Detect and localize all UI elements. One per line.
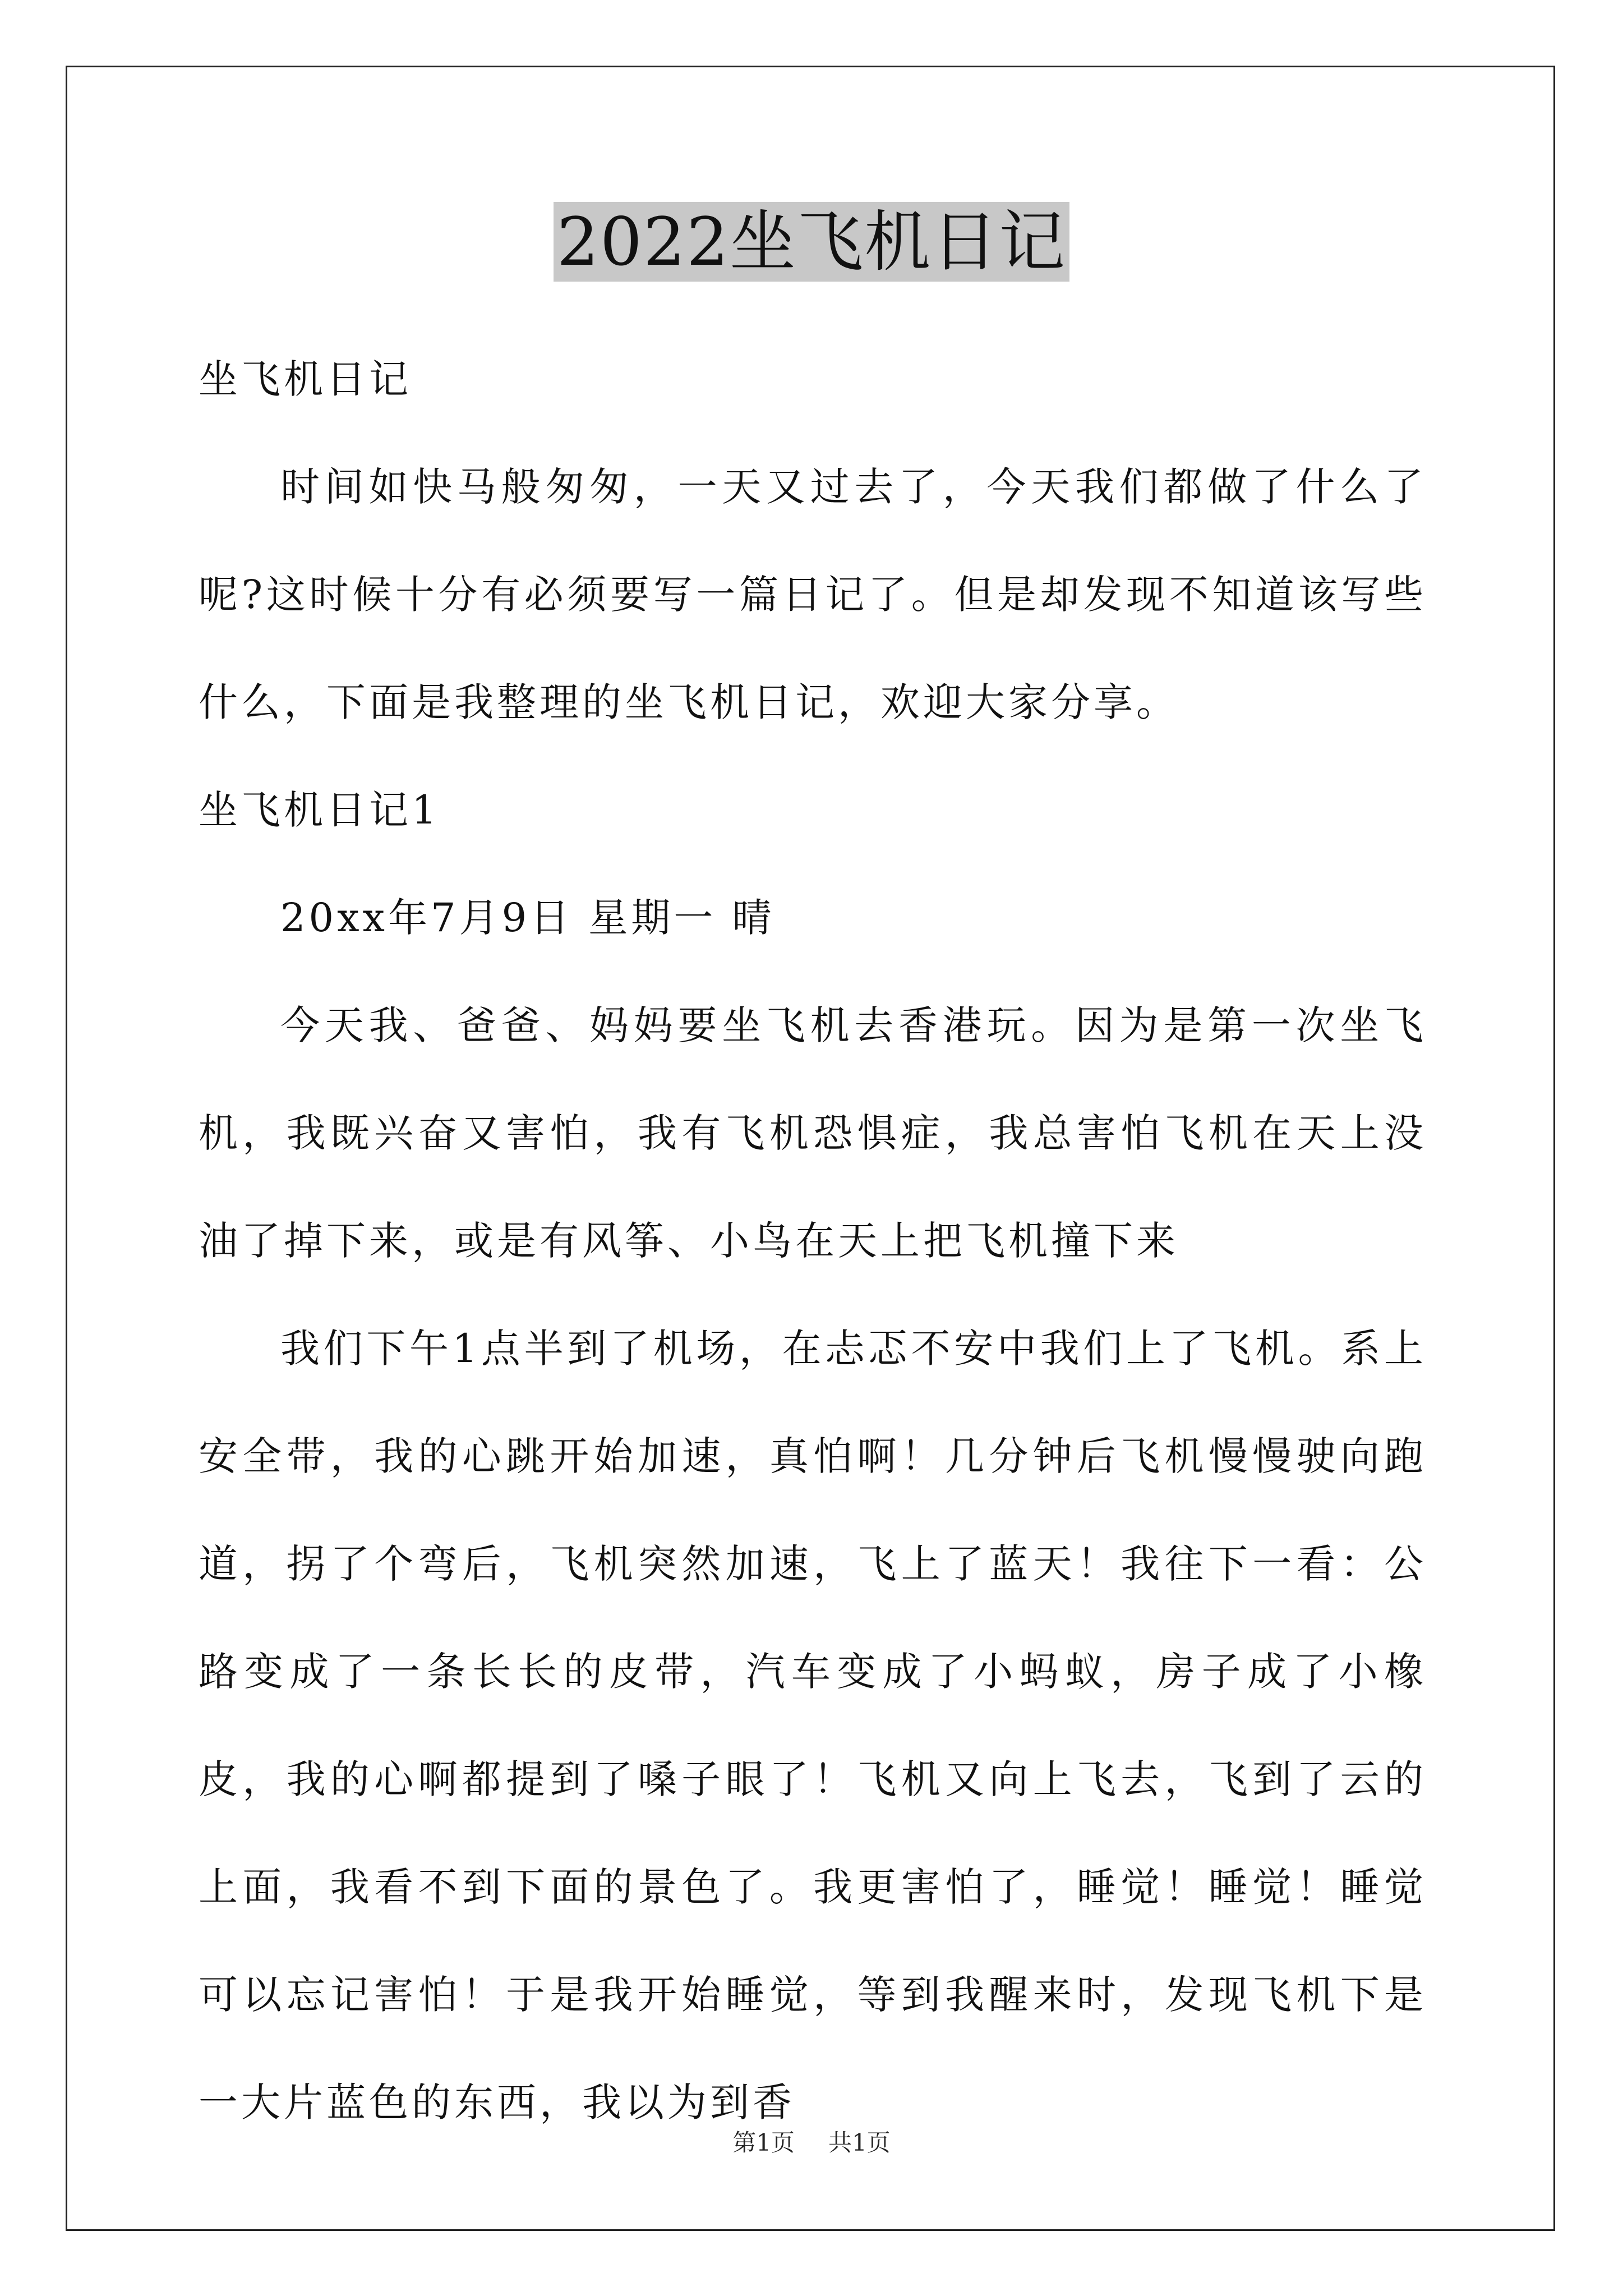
document-body	[199, 325, 1427, 2156]
paragraph: 20xx年7月9日 星期一 晴	[280, 895, 775, 941]
paragraph: 坐飞机日记	[199, 356, 412, 402]
document-title: 2022坐飞机日记	[554, 202, 1069, 282]
page-footer	[0, 2126, 1623, 2160]
paragraph: 坐飞机日记1	[199, 787, 440, 833]
page-number: 第1页	[732, 2129, 795, 2156]
paragraph: 今天我、爸爸、妈妈要坐飞机去香港玩。因为是第一次坐飞机，我既兴奋又害怕，我有飞机恐惧症，我总害怕飞机在天上没油了掉下来，或是有风筝、小鸟在天上把飞机撞下来	[199, 1002, 1427, 1264]
title-wrap	[0, 202, 1623, 282]
paragraph: 时间如快马般匆匆，一天又过去了，今天我们都做了什么了呢?这时候十分有必须要写一篇日记了。但是却发现不知道该写些什么，下面是我整理的坐飞机日记，欢迎大家分享。	[199, 464, 1427, 725]
page-total: 共1页	[828, 2129, 891, 2156]
paragraph: 我们下午1点半到了机场，在忐忑不安中我们上了飞机。系上安全带，我的心跳开始加速，真怕啊！几分钟后飞机慢慢驶向跑道，拐了个弯后，飞机突然加速，飞上了蓝天！我往下一看：公路变成了一条长长的皮带，汽车变成了小蚂蚁，房子成了小橡皮，我的心啊都提到了嗓子眼了！飞机又向上飞去，飞到了云的上面，我看不到下面的景色了。我更害怕了，睡觉！睡觉！睡觉可以忘记害怕！于是我开始睡觉，等到我醒来时，发现飞机下是一大片蓝色的东西，我以为到香	[199, 1326, 1427, 2125]
